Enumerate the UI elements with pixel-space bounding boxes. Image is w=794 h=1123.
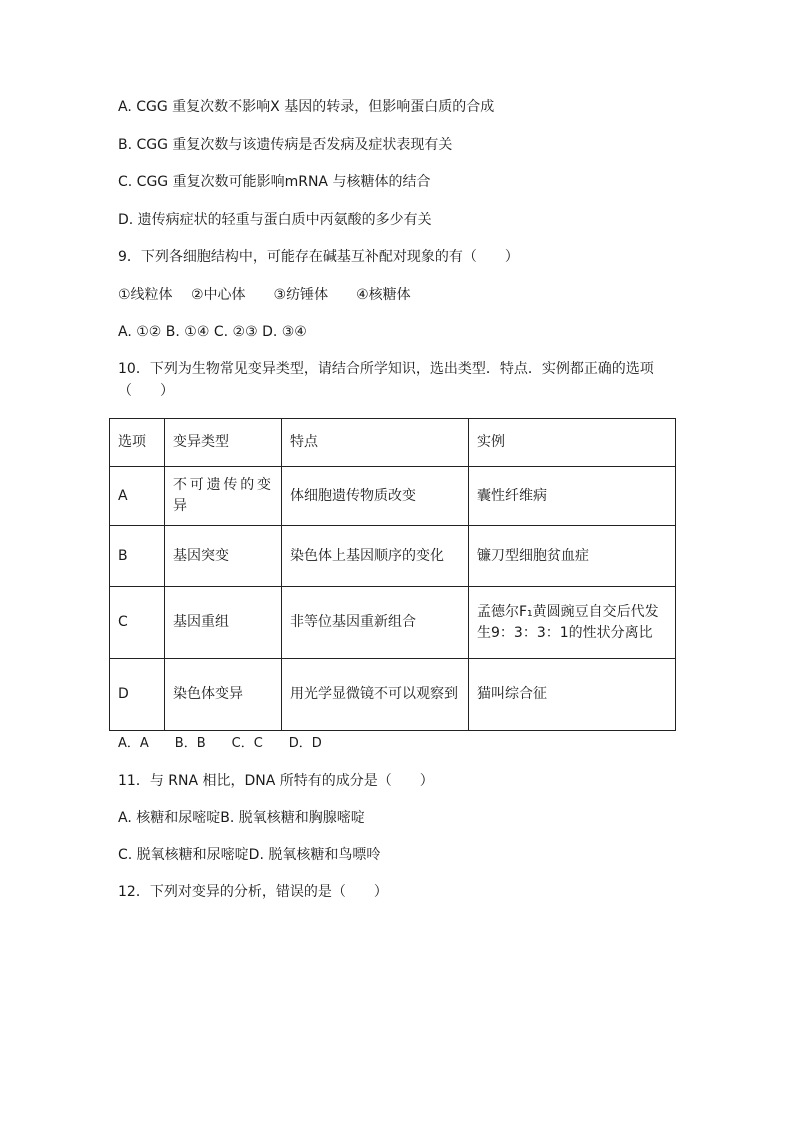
table-cell: 染色体上基因顺序的变化 (282, 526, 469, 587)
table-cell: 非等位基因重新组合 (282, 587, 469, 659)
question-11: 11．与 RNA 相比，DNA 所特有的成分是（ ） (118, 773, 434, 789)
table-row (110, 659, 676, 731)
table-cell: 猫叫综合征 (469, 659, 676, 731)
question-11-options-ab: A. 核糖和尿嘧啶B. 脱氧核糖和胸腺嘧啶 (118, 810, 365, 826)
option-8a: A. CGG 重复次数不影响X 基因的转录，但影响蛋白质的合成 (118, 99, 495, 115)
option-8d: D. 遗传病症状的轻重与蛋白质中丙氨酸的多少有关 (118, 212, 432, 228)
table-row (110, 587, 676, 659)
table-cell: 体细胞遗传物质改变 (282, 467, 469, 526)
question-12: 12．下列对变异的分析，错误的是（ ） (118, 884, 388, 900)
option-8c: C. CGG 重复次数可能影响mRNA 与核糖体的结合 (118, 174, 431, 190)
table-cell: A (110, 467, 165, 526)
option-8b: B. CGG 重复次数与该遗传病是否发病及症状表现有关 (118, 137, 453, 153)
table-cell: 不可遗传的变异 (165, 467, 282, 526)
table-cell: C (110, 587, 165, 659)
table-cell: 基因突变 (165, 526, 282, 587)
variation-table (109, 418, 676, 731)
header-cell: 变异类型 (165, 419, 282, 467)
question-9-items: ①线粒体 ②中心体 ③纺锤体 ④核糖体 (118, 287, 411, 303)
header-cell: 特点 (282, 419, 469, 467)
question-9: 9．下列各细胞结构中，可能存在碱基互补配对现象的有（ ） (118, 249, 519, 265)
table-cell: 囊性纤维病 (469, 467, 676, 526)
table-header-row (110, 419, 676, 467)
table-cell: 孟德尔F₁黄圆豌豆自交后代发生9：3：3：1的性状分离比 (469, 587, 676, 659)
table-cell: 镰刀型细胞贫血症 (469, 526, 676, 587)
question-11-options-cd: C. 脱氧核糖和尿嘧啶D. 脱氧核糖和鸟嘌呤 (118, 847, 381, 863)
question-10-options: A．A B．B C．C D．D (118, 736, 322, 751)
table-cell: B (110, 526, 165, 587)
table-cell: 用光学显微镜不可以观察到 (282, 659, 469, 731)
question-10: 10．下列为生物常见变异类型，请结合所学知识，选出类型．特点．实例都正确的选项 (118, 361, 654, 377)
table-row (110, 467, 676, 526)
header-cell: 实例 (469, 419, 676, 467)
table-cell: 基因重组 (165, 587, 282, 659)
table-cell: D (110, 659, 165, 731)
table-row (110, 526, 676, 587)
question-9-options: A. ①② B. ①④ C. ②③ D. ③④ (118, 324, 307, 340)
header-cell: 选项 (110, 419, 165, 467)
table-cell: 染色体变异 (165, 659, 282, 731)
question-10-paren: （ ） (118, 383, 174, 399)
